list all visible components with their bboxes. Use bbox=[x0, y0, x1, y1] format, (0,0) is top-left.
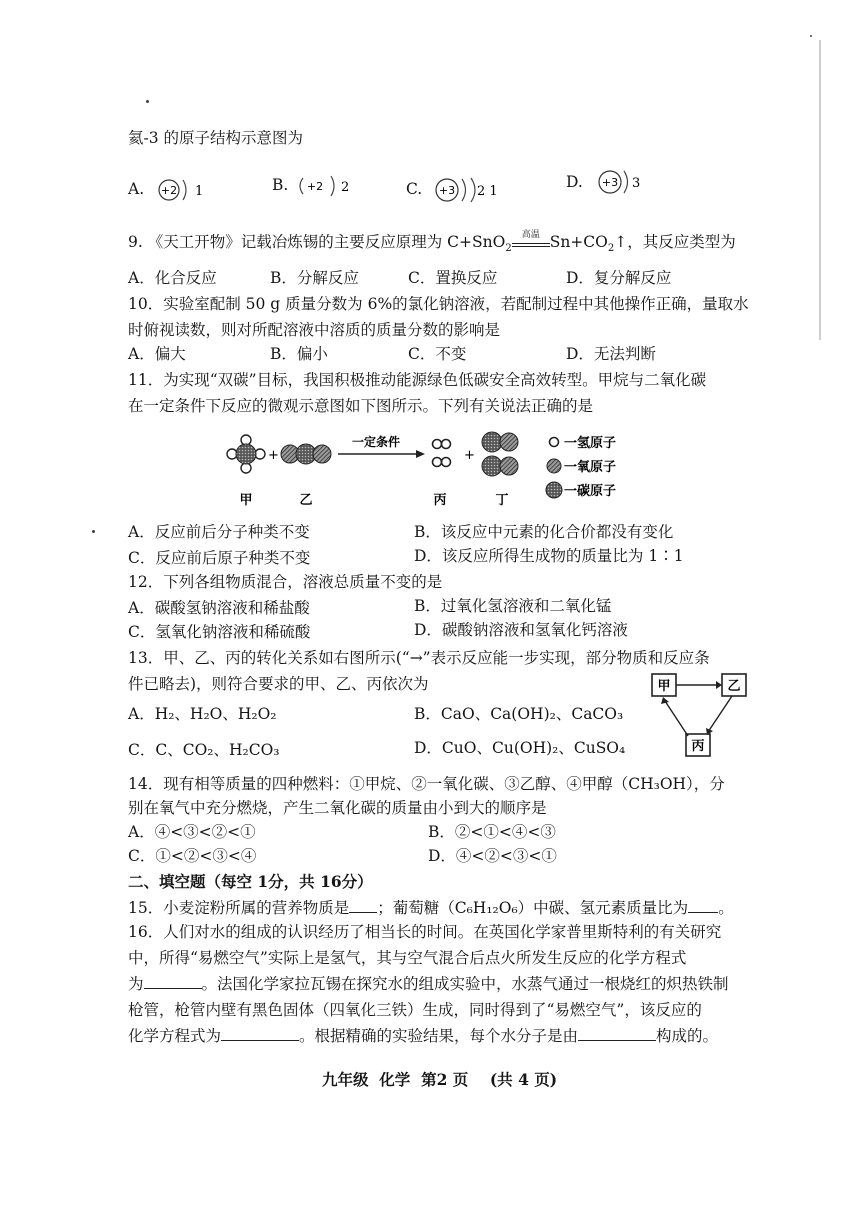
svg-text:丁: 丁 bbox=[495, 493, 509, 508]
q16-line5 bbox=[128, 1026, 718, 1046]
q9-option-c: C．置换反应 bbox=[408, 269, 498, 287]
svg-text:乙: 乙 bbox=[727, 679, 741, 694]
option-letter: D. bbox=[566, 173, 583, 191]
q16-line3 bbox=[128, 974, 729, 994]
q13-option-a: A．H₂、H₂O、H₂O₂ bbox=[128, 705, 277, 723]
svg-text:+2: +2 bbox=[160, 184, 178, 197]
svg-text:乙: 乙 bbox=[299, 493, 313, 508]
svg-text:+2: +2 bbox=[307, 180, 324, 193]
carbon-dioxide-molecule bbox=[281, 444, 331, 464]
methane-molecule bbox=[227, 435, 265, 473]
q16-line3-start: 为 bbox=[128, 975, 144, 993]
answer-blank[interactable] bbox=[221, 1026, 299, 1041]
q10-line2: 时俯视读数，则对所配溶液中溶质的质量分数的影响是 bbox=[128, 321, 501, 339]
svg-text:+3: +3 bbox=[439, 184, 456, 197]
q12-option-d: D．碳酸钠溶液和氢氧化钙溶液 bbox=[414, 621, 628, 639]
q11-option-c: C．反应前后原子种类不变 bbox=[128, 549, 311, 567]
q10-line1: 10．实验室配制 50 g 质量分数为 6%的氯化钠溶液，若配制过程中其他操作正确，量取水 bbox=[128, 295, 749, 313]
page-footer: 九年级 化学 第2 页 (共 4 页) bbox=[322, 1070, 558, 1089]
reaction-micro-diagram bbox=[226, 428, 656, 520]
svg-text:1: 1 bbox=[195, 184, 204, 199]
svg-text:3: 3 bbox=[631, 176, 641, 191]
svg-text:2 1: 2 1 bbox=[477, 184, 498, 199]
q8-option-c bbox=[406, 176, 517, 204]
q9-option-a: A．化合反应 bbox=[128, 269, 217, 287]
scan-edge bbox=[819, 40, 821, 340]
q10-option-c: C．不变 bbox=[408, 345, 467, 363]
svg-text:甲: 甲 bbox=[657, 679, 671, 694]
option-letter: B. bbox=[272, 176, 289, 194]
q15-part2: ；葡萄糖（C₆H₁₂O₆）中碳、氢元素质量比为 bbox=[377, 899, 689, 917]
atom-legend bbox=[546, 435, 616, 499]
option-letter: C. bbox=[406, 180, 423, 198]
q16-line3-end: 。法国化学家拉瓦锡在探究水的组成实验中，水蒸气通过一根烧红的炽热铁制 bbox=[201, 975, 729, 993]
answer-blank[interactable] bbox=[688, 898, 718, 913]
q15-part1: 15．小麦淀粉所属的营养物质是 bbox=[128, 899, 350, 917]
atom-diagram-b bbox=[293, 172, 373, 200]
carbon-monoxide-molecules bbox=[482, 432, 518, 476]
q14-line1: 14．现有相等质量的四种燃料：①甲烷、②一氧化碳、③乙醇、④甲醇（CH₃OH），分 bbox=[128, 775, 725, 793]
svg-text:一定条件: 一定条件 bbox=[351, 435, 401, 449]
scan-speck bbox=[146, 100, 149, 103]
question-number: 9. bbox=[128, 233, 143, 251]
svg-text:+3: +3 bbox=[601, 176, 618, 189]
q16-line5-end: 构成的。 bbox=[656, 1027, 719, 1045]
q13-line1: 13．甲、乙、丙的转化关系如右图所示(“→”表示反应能一步实现，部分物质和反应条 bbox=[128, 649, 710, 667]
q12-option-a: A．碳酸氢钠溶液和稀盐酸 bbox=[128, 599, 310, 617]
subscript: 2 bbox=[505, 243, 512, 255]
q9-option-d: D．复分解反应 bbox=[566, 269, 672, 287]
q12-option-c: C．氢氧化钠溶液和稀硫酸 bbox=[128, 623, 311, 641]
atom-diagram-a bbox=[149, 176, 219, 204]
svg-text:丙: 丙 bbox=[433, 493, 447, 508]
q16-line1: 16．人们对水的组成的认识经历了相当长的时间。在英国化学家普里斯特利的有关研究 bbox=[128, 923, 722, 941]
q14-option-b: B．②<①<④<③ bbox=[428, 823, 556, 841]
svg-text:2: 2 bbox=[341, 180, 350, 195]
question-intro: 氦-3 的原子结构示意图为 bbox=[128, 129, 304, 147]
q13-line2: 件已略去)，则符合要求的甲、乙、丙依次为 bbox=[128, 675, 429, 693]
section-heading: 二、填空题（每空 1分，共 16分） bbox=[128, 872, 373, 891]
q9-option-b: B．分解反应 bbox=[270, 269, 359, 287]
svg-text:一氧原子: 一氧原子 bbox=[564, 460, 617, 475]
reaction-condition: 高温 bbox=[521, 230, 540, 240]
answer-blank[interactable] bbox=[578, 1026, 656, 1041]
q10-option-b: B．偏小 bbox=[270, 345, 328, 363]
q9-text: 《天工开物》记载冶炼锡的主要反应原理为 C+SnO bbox=[147, 233, 506, 251]
q13-option-c: C．C、CO₂、H₂CO₃ bbox=[128, 741, 280, 759]
answer-blank[interactable] bbox=[144, 974, 202, 989]
q9-stem bbox=[128, 232, 736, 259]
q8-option-d bbox=[566, 168, 658, 198]
q9-product: Sn+CO bbox=[549, 233, 608, 251]
q14-option-a: A．④<③<②<① bbox=[128, 823, 256, 841]
q10-option-d: D．无法判断 bbox=[566, 345, 656, 363]
q9-tail: ↑，其反应类型为 bbox=[614, 233, 736, 251]
answer-blank[interactable] bbox=[349, 898, 377, 913]
q16-line5-start: 化学方程式为 bbox=[128, 1027, 222, 1045]
hydrogen-molecules bbox=[433, 440, 451, 467]
equation-sign bbox=[512, 230, 550, 247]
scan-speck bbox=[810, 35, 812, 37]
atom-diagram-d bbox=[588, 168, 658, 198]
svg-text:丙: 丙 bbox=[691, 739, 705, 754]
svg-text:一氢原子: 一氢原子 bbox=[564, 436, 617, 451]
q13-option-d: D．CuO、Cu(OH)₂、CuSO₄ bbox=[414, 739, 626, 757]
subscript: 2 bbox=[607, 243, 615, 255]
q11-option-b: B．该反应中元素的化合价都没有变化 bbox=[414, 523, 674, 541]
conversion-diagram bbox=[648, 670, 758, 766]
q15-line bbox=[128, 898, 734, 918]
option-letter: A. bbox=[128, 180, 145, 198]
svg-text:一碳原子: 一碳原子 bbox=[564, 484, 617, 499]
atom-diagram-c bbox=[427, 176, 517, 204]
q8-option-a bbox=[128, 176, 219, 204]
q15-part3: 。 bbox=[718, 899, 734, 917]
q11-line2: 在一定条件下反应的微观示意图如下图所示。下列有关说法正确的是 bbox=[128, 397, 594, 415]
q12-line1: 12．下列各组物质混合，溶液总质量不变的是 bbox=[128, 573, 443, 591]
q16-line5-mid: 。根据精确的实验结果，每个水分子是由 bbox=[299, 1027, 579, 1045]
q16-line2: 中，所得“易燃空气”实际上是氢气，其与空气混合后点火所发生反应的化学方程式 bbox=[128, 949, 687, 967]
q12-option-b: B．过氧化氢溶液和二氧化锰 bbox=[414, 597, 612, 615]
q11-option-d: D．该反应所得生成物的质量比为 1∶1 bbox=[414, 547, 684, 565]
q14-line2: 别在氧气中充分燃烧，产生二氧化碳的质量由小到大的顺序是 bbox=[128, 799, 547, 817]
q8-option-b bbox=[272, 172, 373, 200]
svg-text:甲: 甲 bbox=[239, 493, 253, 508]
q10-option-a: A．偏大 bbox=[128, 345, 186, 363]
q16-line4: 枪管，枪管内壁有黑色固体（四氧化三铁）生成，同时得到了“易燃空气”，该反应的 bbox=[128, 1001, 702, 1019]
q11-option-a: A．反应前后分子种类不变 bbox=[128, 523, 310, 541]
svg-text:+: + bbox=[268, 448, 279, 463]
q14-option-d: D．④<②<③<① bbox=[428, 847, 557, 865]
svg-text:+: + bbox=[464, 448, 475, 463]
scan-speck bbox=[92, 530, 95, 533]
q13-option-b: B．CaO、Ca(OH)₂、CaCO₃ bbox=[414, 705, 624, 723]
q14-option-c: C．①<②<③<④ bbox=[128, 847, 257, 865]
q11-line1: 11．为实现“双碳”目标，我国积极推动能源绿色低碳安全高效转型。甲烷与二氧化碳 bbox=[128, 371, 707, 389]
